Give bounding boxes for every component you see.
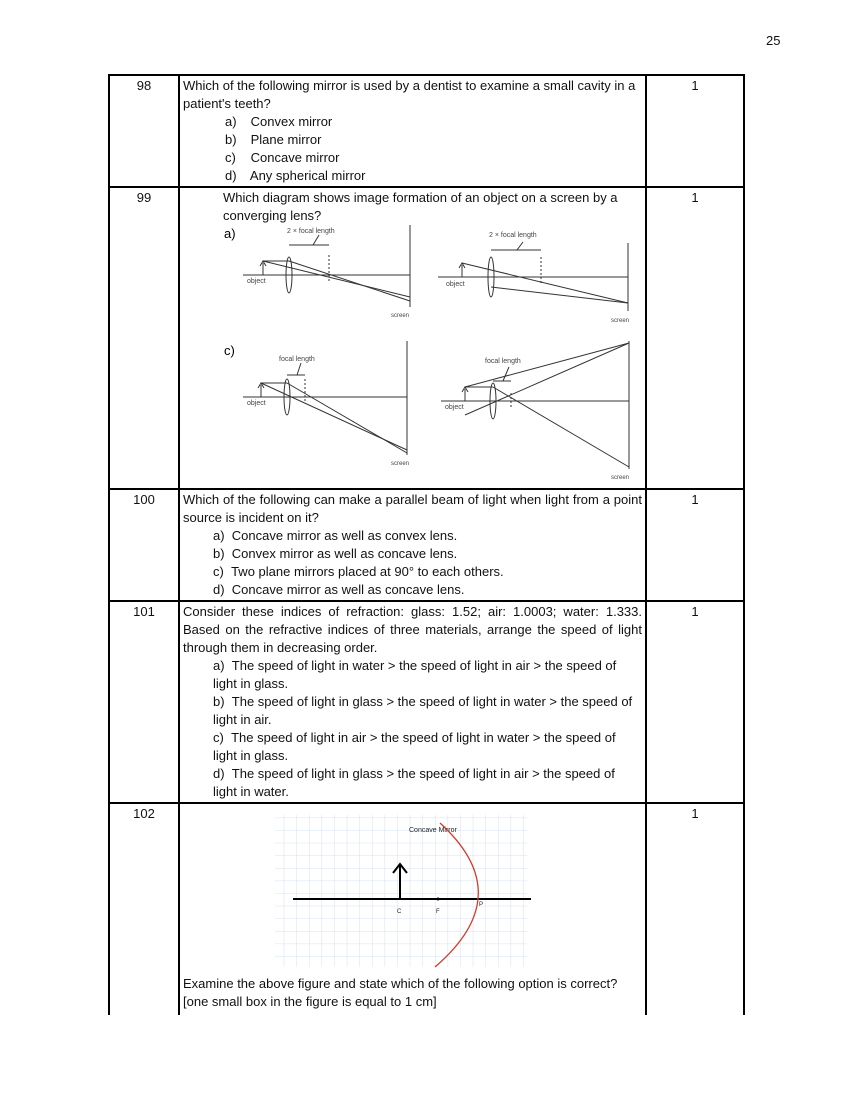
option-a: a) Convex mirror [225,114,333,129]
diagram-a-screen-label: screen [391,313,410,319]
diagram-a-object-label: object [247,278,266,285]
diagram-d-screen-label: screen [611,475,630,481]
question-cell [179,187,646,489]
question-row [109,803,744,1015]
option-a: a) The speed of light in water > the speed of light in air > the speed of light in glass. [213,658,617,691]
marks: 1 [646,75,744,187]
diagram-b-screen-label: screen [611,318,630,324]
question-number: 102 [109,803,179,1015]
diagram-c [243,341,407,455]
option-c: c) The speed of light in air > the speed of light in water > the speed of light in glass. [213,730,616,763]
marks: 1 [646,601,744,803]
option-c: c) Two plane mirrors placed at 90° to each others. [213,564,504,579]
question-number: 100 [109,489,179,601]
question-text: Which of the following can make a parallel beam of light when light from a point source is incident on it? [183,492,642,525]
question-cell [179,601,646,803]
diagram-a-label: a) [224,226,236,241]
label-p: P [479,902,484,908]
question-row [109,489,744,601]
label-c: C [397,909,402,915]
concave-mirror-figure [183,805,645,975]
question-number: 99 [109,187,179,489]
diagram-c-label: c) [224,343,235,358]
marks: 1 [646,489,744,601]
diagram-d [441,341,629,469]
diagram-a-focal-label: 2 × focal length [287,228,335,235]
figure-title: Concave Mirror [409,827,457,834]
option-d: d) The speed of light in glass > the speed of light in air > the speed of light in water. [213,766,615,799]
question-cell [179,75,646,187]
question-text: Which diagram shows image formation of an object on a screen by a converging lens? [223,190,618,223]
question-text: Examine the above figure and state which of the following option is correct? [one small box in the figure is equal to 1 cm] [183,976,618,1009]
question-number: 101 [109,601,179,803]
diagram-d-focal-label: focal length [485,358,521,365]
option-d: d) Any spherical mirror [225,168,366,183]
option-d: d) Concave mirror as well as concave lens. [213,582,465,597]
page-number: 25 [766,33,781,48]
marks: 1 [646,187,744,489]
question-number: 98 [109,75,179,187]
question-row [109,601,744,803]
question-text: Consider these indices of refraction: glass: 1.52; air: 1.0003; water: 1.333. Based on the refractive indices of three materials, arrange the speed of light through them in decreasing order. [183,604,642,655]
diagram-c-screen-label: screen [391,461,410,467]
diagram-c-object-label: object [247,400,266,407]
lens-diagrams [183,225,645,487]
diagram-a [243,225,410,307]
option-b: b) Plane mirror [225,132,322,147]
diagram-d-object-label: object [445,404,464,411]
question-row [109,75,744,187]
option-a: a) Concave mirror as well as convex lens. [213,528,458,543]
option-b: b) The speed of light in glass > the speed of light in water > the speed of light in air. [213,694,633,727]
diagram-b [438,242,628,311]
question-table [108,74,745,1015]
option-b: b) Convex mirror as well as concave lens. [213,546,458,561]
question-cell [179,489,646,601]
question-row [109,187,744,489]
label-f: F [436,909,440,915]
diagram-c-focal-label: focal length [279,356,315,363]
diagram-b-object-label: object [446,281,465,288]
question-cell [179,803,646,1015]
diagram-b-focal-label: 2 × focal length [489,232,537,239]
question-text: Which of the following mirror is used by a dentist to examine a small cavity in a patient's teeth? [183,78,636,111]
option-c: c) Concave mirror [225,150,340,165]
marks: 1 [646,803,744,1015]
